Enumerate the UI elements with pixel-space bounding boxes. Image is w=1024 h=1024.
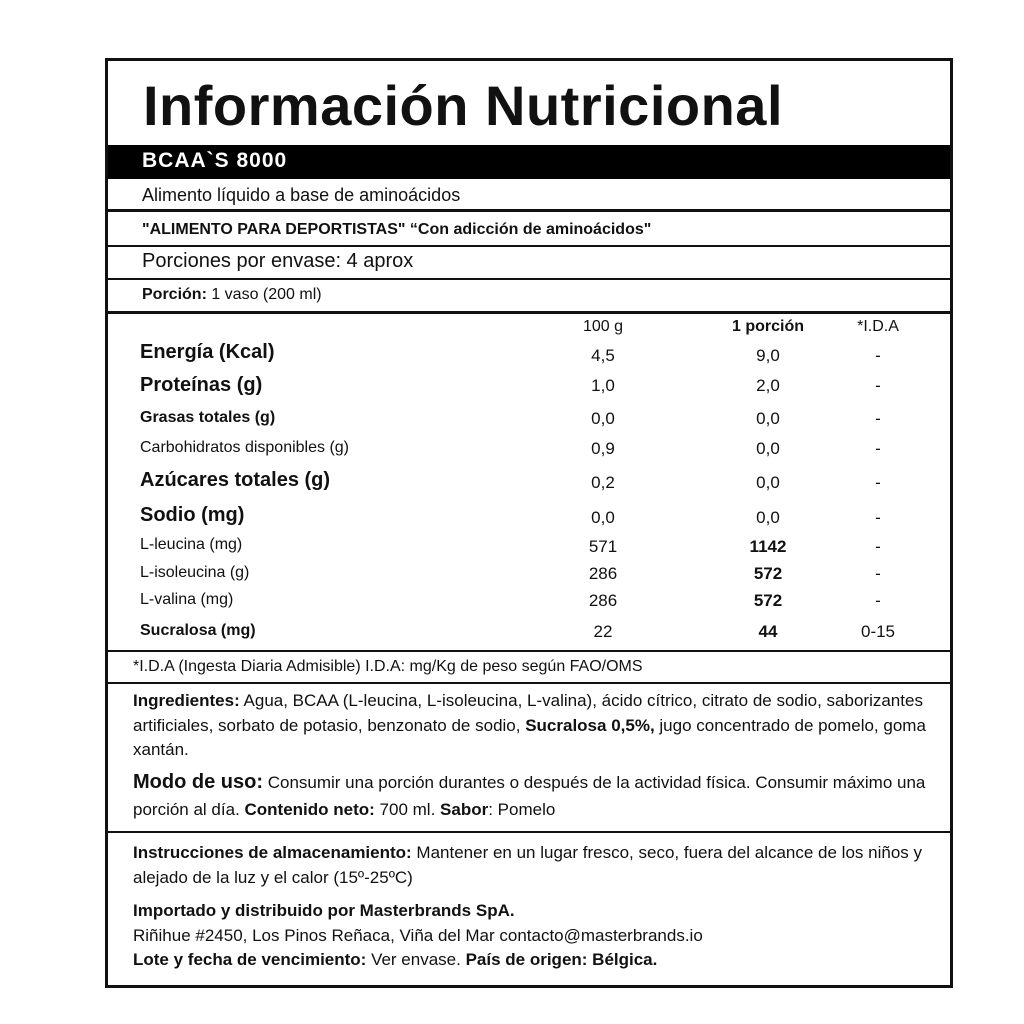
nutrient-name: Proteínas (g) xyxy=(140,374,263,396)
nutrient-value-ida: - xyxy=(875,439,881,458)
usage-text: Consumir una porción durantes o después de la actividad física. Consumir máximo una porción al día. xyxy=(133,773,926,819)
nutrient-name: L-isoleucina (g) xyxy=(140,564,250,581)
flavor-label: Sabor xyxy=(440,800,489,819)
importer-info xyxy=(133,899,933,973)
product-description: Alimento líquido a base de aminoácidos xyxy=(142,185,461,205)
ingredients-text: Agua, BCAA (L-leucina, L-isoleucina, L-valina), ácido cítrico, citrato de sodio, saborizantes artificiales, sorbato de potasio, benzonato de sodio, xyxy=(133,691,923,735)
portion-size xyxy=(142,286,322,304)
divider xyxy=(108,650,950,652)
nutrient-name: Carbohidratos disponibles (g) xyxy=(140,439,349,456)
ingredients xyxy=(133,689,933,763)
origin-label: País de origen: Bélgica. xyxy=(465,950,658,969)
portion-value: 1 vaso (200 ml) xyxy=(206,286,322,303)
nutrient-name: Sodio (mg) xyxy=(140,504,245,526)
page-title: Información Nutricional xyxy=(143,74,783,137)
importer-address: Riñihue #2450, Los Pinos Reñaca, Viña del Mar contacto@masterbrands.io xyxy=(133,925,703,945)
nutrient-value-ida: - xyxy=(875,564,881,583)
net-content-value: 700 ml. xyxy=(374,800,441,819)
nutrient-value-portion: 9,0 xyxy=(756,346,780,365)
divider xyxy=(108,209,950,212)
nutrient-value-ida: - xyxy=(875,591,881,610)
nutrient-name: Energía (Kcal) xyxy=(140,341,275,363)
nutrient-value-ida: 0-15 xyxy=(860,622,896,641)
divider xyxy=(108,278,950,280)
nutrient-value-100g: 286 xyxy=(588,591,618,610)
nutrient-value-100g: 0,2 xyxy=(591,473,615,492)
lot-value: Ver envase. xyxy=(366,950,466,969)
divider xyxy=(108,245,950,247)
nutrient-value-portion: 44 xyxy=(758,622,778,641)
nutrient-value-100g: 0,9 xyxy=(591,439,615,458)
nutrient-value-100g: 571 xyxy=(588,537,618,556)
flavor-value: : Pomelo xyxy=(488,800,556,819)
nutrient-name: L-valina (mg) xyxy=(140,591,234,608)
nutrient-value-100g: 4,5 xyxy=(591,346,615,365)
nutrition-label xyxy=(105,58,953,988)
importer-title: Importado y distribuido por Masterbrands SpA. xyxy=(133,901,515,920)
nutrient-value-ida: - xyxy=(875,409,881,428)
nutrient-value-portion: 0,0 xyxy=(756,473,780,492)
lot-origin-line xyxy=(133,948,933,973)
nutrient-value-ida: - xyxy=(875,537,881,556)
product-name-band xyxy=(108,145,950,179)
nutrient-value-portion: 2,0 xyxy=(756,376,780,395)
ingredients-text-end: jugo concentrado de pomelo, goma xantán. xyxy=(133,715,926,759)
nutrient-value-ida: - xyxy=(875,346,881,365)
nutrient-name: Sucralosa (mg) xyxy=(140,622,256,639)
nutrient-value-portion: 572 xyxy=(753,591,783,610)
column-header-portion: 1 porción xyxy=(731,318,804,335)
nutrient-value-100g: 0,0 xyxy=(591,409,615,428)
storage-text: Mantener en un lugar fresco, seco, fuera del alcance de los niños y alejado de la luz y el calor (15º-25ºC) xyxy=(133,843,923,887)
portion-label: Porción: xyxy=(142,286,207,303)
nutrient-name: Azúcares totales (g) xyxy=(140,469,331,491)
nutrient-name: L-leucina (mg) xyxy=(140,536,243,553)
nutrient-value-portion: 0,0 xyxy=(756,439,780,458)
nutrient-value-100g: 0,0 xyxy=(591,508,615,527)
ida-note: *I.D.A (Ingesta Diaria Admisible) I.D.A: mg/Kg de peso según FAO/OMS xyxy=(133,658,643,675)
ingredients-label: Ingredientes: xyxy=(133,691,240,710)
nutrient-value-100g: 22 xyxy=(593,622,613,641)
portions-per-container: Porciones por envase: 4 aprox xyxy=(142,250,414,272)
nutrient-value-ida: - xyxy=(875,376,881,395)
storage-label: Instrucciones de almacenamiento: xyxy=(133,843,412,862)
nutrient-name: Grasas totales (g) xyxy=(140,409,276,426)
nutrient-value-100g: 286 xyxy=(588,564,618,583)
usage-instructions xyxy=(133,769,933,823)
ingredients-sucralose: Sucralosa 0,5%, xyxy=(525,715,655,735)
product-claim: "ALIMENTO PARA DEPORTISTAS" “Con adicción de aminoácidos" xyxy=(142,221,652,238)
divider xyxy=(108,311,950,314)
nutrient-value-ida: - xyxy=(875,473,881,492)
column-header-100g: 100 g xyxy=(582,318,624,335)
column-header-ida: *I.D.A xyxy=(857,318,899,335)
nutrient-value-100g: 1,0 xyxy=(591,376,615,395)
nutrient-value-ida: - xyxy=(875,508,881,527)
usage-label: Modo de uso: xyxy=(133,771,263,793)
divider xyxy=(108,831,950,833)
divider xyxy=(108,682,950,684)
product-name: BCAA`S 8000 xyxy=(142,149,288,172)
nutrient-value-portion: 572 xyxy=(753,564,783,583)
lot-label: Lote y fecha de vencimiento: xyxy=(133,950,367,969)
storage-instructions xyxy=(133,841,933,890)
nutrient-value-portion: 0,0 xyxy=(756,508,780,527)
nutrient-value-portion: 1142 xyxy=(749,537,787,556)
nutrient-value-portion: 0,0 xyxy=(756,409,780,428)
net-content-label: Contenido neto: xyxy=(244,800,375,819)
